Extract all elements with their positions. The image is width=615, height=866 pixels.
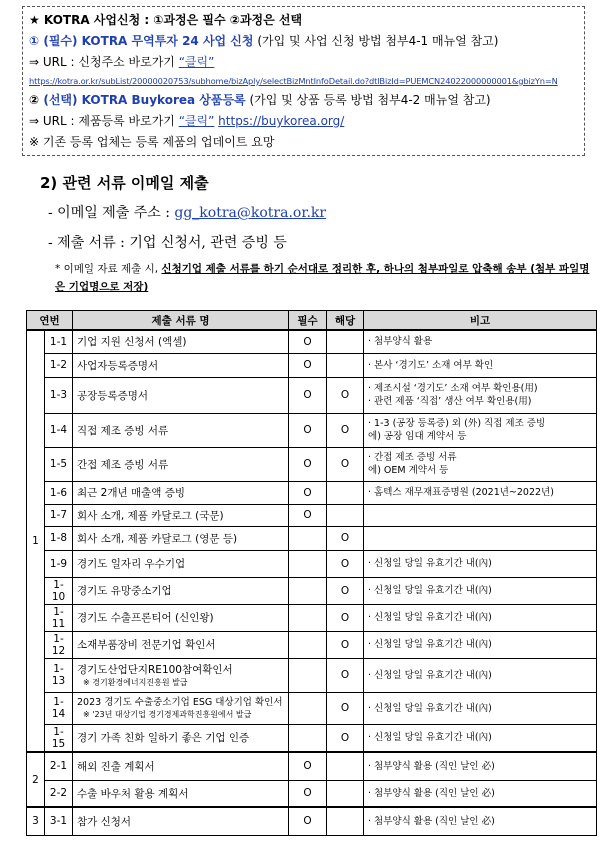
remark (364, 413, 597, 447)
notice-footnote: ※ 기존 등록 업체는 등록 제품의 업데이트 요망 (29, 135, 275, 149)
step2-url-line (29, 111, 578, 132)
required-mark: O (289, 330, 327, 353)
document-name-text: 공장등록증명서 (77, 389, 149, 402)
table-row (27, 353, 597, 377)
required-mark: O (289, 377, 327, 413)
applicable-mark: O (327, 658, 364, 692)
applicable-mark: O (327, 724, 364, 752)
document-name-text: 경기도산업단지RE100참여확인서 (77, 664, 233, 676)
table-row (27, 330, 597, 353)
step1-click-link[interactable]: “클릭” (178, 55, 215, 69)
row-id: 3-1 (45, 807, 73, 835)
document-name-text: 최근 2개년 매출액 증빙 (77, 487, 185, 499)
step1-desc: (가입 및 사업 신청 방법 첨부4-1 매뉴얼 참고) (253, 34, 499, 48)
header-required: 필수 (289, 311, 327, 331)
document-name (73, 353, 289, 377)
documents-line: - 제출 서류 : 기업 신청서, 관련 증빙 등 (48, 235, 287, 251)
table-row (27, 752, 597, 780)
remark-line: · 첨부양식 활용 (368, 336, 433, 348)
required-mark: O (289, 504, 327, 526)
applicable-mark: O (327, 692, 364, 724)
applicable-mark: O (327, 577, 364, 604)
table-row (27, 481, 597, 504)
document-name (73, 780, 289, 807)
table-row (27, 631, 597, 658)
document-name-text: 회사 소개, 제품 카달로그 (영문 등) (77, 532, 238, 545)
document-name (73, 550, 289, 577)
header-applicable: 해당 (327, 311, 364, 331)
document-name (73, 413, 289, 447)
remark-line: · 신청일 당일 유효기간 내(內) (368, 732, 492, 744)
table-row (27, 604, 597, 631)
table-row (27, 377, 597, 413)
document-name-text: 사업자등록증명서 (77, 359, 159, 372)
row-id: 1-6 (45, 481, 73, 504)
row-id: 1-7 (45, 504, 73, 526)
applicable-mark: O (327, 377, 364, 413)
applicable-mark (327, 504, 364, 526)
remark (364, 658, 597, 692)
document-name (73, 481, 289, 504)
row-id: 1-2 (45, 353, 73, 377)
table-row (27, 504, 597, 526)
document-name-text: 회사 소개, 제품 카달로그 (국문) (77, 509, 224, 522)
remark-line: · 홈텍스 재무재표증명원 (2021년~2022년) (368, 487, 554, 498)
document-name (73, 526, 289, 550)
group-number: 1 (27, 330, 45, 752)
document-name-text: 간접 제조 증빙 서류 (77, 458, 169, 471)
remark-line-2: 에) 공장 임대 계약서 등 (368, 431, 467, 442)
document-name (73, 752, 289, 780)
remark-line: · 제조시설 ‘경기도’ 소재 여부 확인용(用) (368, 383, 538, 394)
remark (364, 550, 597, 577)
document-name (73, 692, 289, 724)
document-name-text: 경기 가족 친화 일하기 좋은 기업 인증 (77, 732, 250, 745)
table-row (27, 413, 597, 447)
kotra-notice-box (22, 6, 585, 156)
applicable-mark (327, 752, 364, 780)
table-row (27, 780, 597, 807)
applicable-mark: O (327, 447, 364, 481)
document-name (73, 377, 289, 413)
required-mark: O (289, 481, 327, 504)
row-id: 1-3 (45, 377, 73, 413)
remark-line: · 본사 ‘경기도’ 소재 여부 확인 (368, 359, 494, 371)
required-mark: O (289, 752, 327, 780)
required-mark (289, 604, 327, 631)
row-id: 1-11 (45, 604, 73, 631)
applicable-mark (327, 481, 364, 504)
document-name-text: 참가 신청서 (77, 815, 132, 828)
remark (364, 330, 597, 353)
remark-line: · 신청일 당일 유효기간 내(內) (368, 612, 492, 623)
applicable-mark (327, 780, 364, 807)
row-id: 1-1 (45, 330, 73, 353)
note-prefix: * 이메일 자료 제출 시, (55, 263, 162, 275)
applicable-mark (327, 807, 364, 835)
step2-url-prefix: ⇒ URL : 제품등록 바로가기 (29, 114, 179, 128)
step2-click-link[interactable]: “클릭” (178, 114, 215, 128)
row-id: 2-1 (45, 752, 73, 780)
email-label: - 이메일 제출 주소 : (48, 205, 175, 221)
applicable-mark: O (327, 631, 364, 658)
document-name-text: 직접 제조 증빙 서류 (77, 424, 169, 437)
notice-title: ★ KOTRA 사업신청 : ①과정은 필수 ②과정은 선택 (29, 13, 303, 27)
step2-title: (선택) KOTRA Buykorea 상품등록 (43, 93, 246, 107)
step2-desc: (가입 및 상품 등록 방법 첨부4-2 매뉴얼 참고) (245, 93, 491, 107)
step1-line (29, 31, 578, 52)
remark-line: · 신청일 당일 유효기간 내(內) (368, 702, 492, 714)
document-note: ※ 경기환경에너지진흥원 발급 (83, 678, 188, 687)
step1-prefix: ① (29, 34, 44, 48)
remark (364, 724, 597, 752)
step2-prefix: ② (29, 93, 44, 107)
document-name (73, 658, 289, 692)
document-name (73, 604, 289, 631)
remark-line: · 1-3 (공장 등록증) 외 (外) 직접 제조 증빙 (368, 418, 546, 429)
remark-line: · 간접 제조 증빙 서류 (368, 452, 457, 463)
table-row (27, 692, 597, 724)
applicable-mark (327, 330, 364, 353)
required-mark (289, 658, 327, 692)
document-name-text: 경기도 수출프론티어 (신인왕) (77, 612, 214, 624)
required-mark: O (289, 807, 327, 835)
row-id: 2-2 (45, 780, 73, 807)
table-row (27, 658, 597, 692)
document-name-text: 경기도 일자리 우수기업 (77, 558, 186, 570)
email-link[interactable]: gg_kotra@kotra.or.kr (174, 205, 327, 221)
remark (364, 604, 597, 631)
row-id: 1-9 (45, 550, 73, 577)
remark (364, 377, 597, 413)
table-row (27, 807, 597, 835)
remark (364, 692, 597, 724)
row-id: 1-5 (45, 447, 73, 481)
table-row (27, 447, 597, 481)
row-id: 1-13 (45, 658, 73, 692)
row-id: 1-4 (45, 413, 73, 447)
step1-full-url-link[interactable]: https://kotra.or.kr/subList/20000020753/subhome/bizAply/selectBizMntInfoDetail.do?dtlBizId=PUEMCN24022000000001&gbizYn=N (29, 76, 558, 86)
step2-full-url-link[interactable]: https://buykorea.org/ (218, 114, 345, 128)
remark-line: · 신청일 당일 유효기간 내(內) (368, 669, 492, 681)
required-mark (289, 550, 327, 577)
document-name-text: 소재부품장비 전문기업 확인서 (77, 639, 216, 651)
required-mark (289, 724, 327, 752)
required-mark: O (289, 780, 327, 807)
applicable-mark: O (327, 413, 364, 447)
row-id: 1-8 (45, 526, 73, 550)
document-name-text: 기업 지원 신청서 (엑셀) (77, 336, 187, 349)
remark-line-2: 에) OEM 계약서 등 (368, 465, 449, 476)
required-mark: O (289, 447, 327, 481)
table-row (27, 526, 597, 550)
remark (364, 447, 597, 481)
required-mark (289, 692, 327, 724)
document-name (73, 807, 289, 835)
remark-line: · 첨부양식 활용 (직인 날인 必) (368, 815, 495, 827)
step1-url-line (29, 52, 578, 73)
document-name (73, 504, 289, 526)
document-name (73, 631, 289, 658)
remark-line: · 신청일 당일 유효기간 내(內) (368, 585, 492, 596)
table-header-row (27, 311, 597, 331)
table-row (27, 724, 597, 752)
remark-line: · 신청일 당일 유효기간 내(內) (368, 558, 492, 569)
applicable-mark: O (327, 604, 364, 631)
remark (364, 481, 597, 504)
document-name-text: 수출 바우처 활용 계획서 (77, 787, 189, 800)
remark-line: · 신청일 당일 유효기간 내(內) (368, 639, 492, 650)
header-remark: 비고 (364, 311, 597, 331)
required-mark (289, 577, 327, 604)
required-mark: O (289, 413, 327, 447)
document-name (73, 577, 289, 604)
group-number: 3 (27, 807, 45, 835)
row-id: 1-15 (45, 724, 73, 752)
document-name-text: 2023 경기도 수출중소기업 ESG 대상기업 확인서 (77, 697, 283, 708)
remark (364, 504, 597, 526)
remark (364, 631, 597, 658)
remark (364, 807, 597, 835)
row-id: 1-12 (45, 631, 73, 658)
applicable-mark: O (327, 526, 364, 550)
remark-line: · 첨부양식 활용 (직인 날인 必) (368, 787, 495, 799)
submission-note (55, 260, 593, 296)
remark (364, 353, 597, 377)
step2-line (29, 90, 578, 111)
section-heading: 2) 관련 서류 이메일 제출 (40, 174, 209, 192)
remark (364, 752, 597, 780)
remark-line: · 첨부양식 활용 (직인 날인 必) (368, 760, 495, 772)
required-mark (289, 526, 327, 550)
remark (364, 526, 597, 550)
header-no: 연번 (27, 311, 73, 331)
document-name (73, 447, 289, 481)
table-row (27, 550, 597, 577)
row-id: 1-10 (45, 577, 73, 604)
document-name-text: 해외 진출 계획서 (77, 760, 155, 773)
applicable-mark (327, 353, 364, 377)
required-mark: O (289, 353, 327, 377)
group-number: 2 (27, 752, 45, 807)
table-body (27, 330, 597, 835)
email-line (48, 202, 326, 222)
document-name (73, 724, 289, 752)
documents-table (26, 310, 597, 836)
document-name (73, 330, 289, 353)
remark (364, 780, 597, 807)
document-name-text: 경기도 유망중소기업 (77, 585, 172, 597)
required-mark (289, 631, 327, 658)
table-row (27, 577, 597, 604)
step1-title: (필수) KOTRA 무역투자 24 사업 신청 (43, 34, 254, 48)
header-doc-name: 제출 서류 명 (73, 311, 289, 331)
row-id: 1-14 (45, 692, 73, 724)
document-note: ※ '23년 대상기업 경기경제과학진흥원에서 발급 (83, 710, 252, 719)
applicable-mark: O (327, 550, 364, 577)
remark (364, 577, 597, 604)
remark-line-2: · 관련 제품 ‘직접’ 생산 여부 확인용(用) (368, 396, 532, 407)
note-emphasis: 신청기업 제출 서류를 하기 순서대로 정리한 후, 하나의 첨부파일로 압축해 송부 (첨부 파일명은 기업명으로 저장) (55, 263, 590, 293)
step1-url-prefix: ⇒ URL : 신청주소 바로가기 (29, 55, 179, 69)
